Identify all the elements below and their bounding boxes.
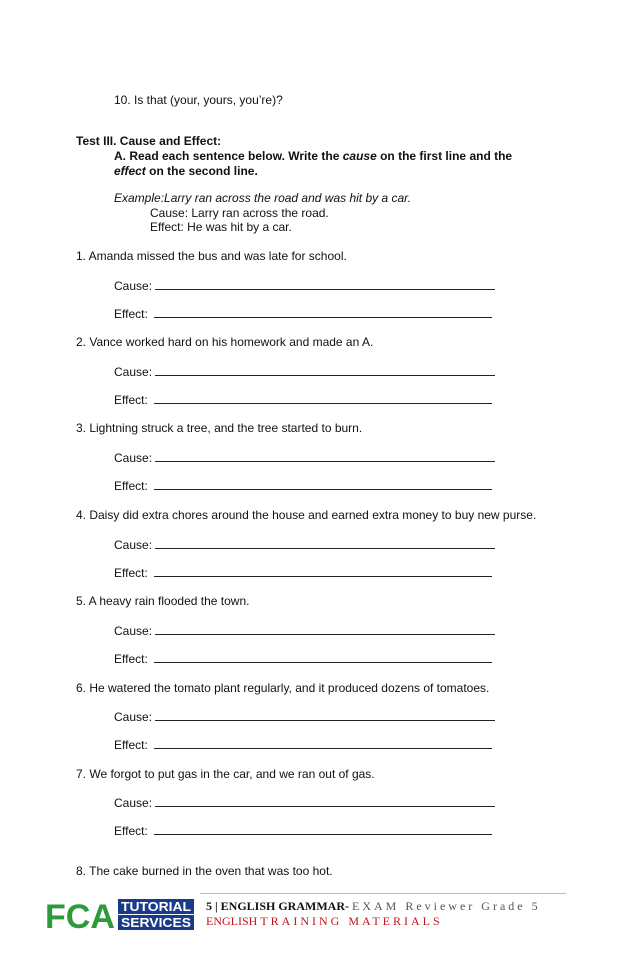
footer-page-title: 5 | ENGLISH GRAMMAR- [206, 899, 352, 913]
cause-label: Cause: [114, 451, 153, 465]
example-effect: Effect: He was hit by a car. [150, 220, 292, 234]
item-5-effect-row [114, 652, 492, 666]
cause-answer-line[interactable] [155, 451, 495, 462]
effect-label: Effect: [114, 307, 148, 321]
effect-answer-line[interactable] [154, 479, 492, 490]
effect-answer-line[interactable] [154, 566, 492, 577]
effect-answer-line[interactable] [154, 824, 492, 835]
logo-line-1: TUTORIAL [121, 899, 192, 914]
test-title: Test III. Cause and Effect: [76, 134, 222, 148]
cause-label: Cause: [114, 710, 153, 724]
footer-training-materials: TRAINING MATERIALS [260, 914, 443, 928]
effect-answer-line[interactable] [154, 652, 492, 663]
effect-answer-line[interactable] [154, 307, 492, 318]
footer-line-2 [206, 914, 541, 929]
item-3-cause-row [114, 451, 495, 465]
item-2: 2. Vance worked hard on his homework and made an A. [76, 335, 374, 349]
item-7: 7. We forgot to put gas in the car, and we ran out of gas. [76, 767, 375, 781]
effect-label: Effect: [114, 824, 148, 838]
item-3-effect-row [114, 479, 492, 493]
item-1-effect-row [114, 307, 492, 321]
cause-label: Cause: [114, 365, 153, 379]
logo-letters: FCA [45, 898, 115, 931]
instruction-cause-word: cause [342, 149, 377, 163]
footer-text [206, 899, 541, 929]
item-5: 5. A heavy rain flooded the town. [76, 594, 250, 608]
footer-divider [200, 893, 566, 894]
question-10: 10. Is that (your, yours, you’re)? [114, 93, 283, 107]
item-7-effect-row [114, 824, 492, 838]
item-2-effect-row [114, 393, 492, 407]
instruction-text-b: on the first line and the [376, 149, 513, 163]
cause-answer-line[interactable] [155, 365, 495, 376]
cause-answer-line[interactable] [155, 538, 495, 549]
item-3: 3. Lightning struck a tree, and the tree started to burn. [76, 421, 363, 435]
cause-answer-line[interactable] [155, 710, 495, 721]
effect-answer-line[interactable] [154, 738, 492, 749]
effect-answer-line[interactable] [154, 393, 492, 404]
item-2-cause-row [114, 365, 495, 379]
effect-label: Effect: [114, 479, 148, 493]
item-8: 8. The cake burned in the oven that was too hot. [76, 864, 333, 878]
instruction-effect-word: effect [114, 164, 146, 178]
instruction-text-a: A. Read each sentence below. Write the [114, 149, 343, 163]
item-6: 6. He watered the tomato plant regularly, and it produced dozens of tomatoes. [76, 681, 490, 695]
effect-label: Effect: [114, 738, 148, 752]
item-6-cause-row [114, 710, 495, 724]
example-label: Example: [114, 191, 165, 205]
example-line [114, 191, 411, 205]
footer-english: ENGLISH [206, 914, 261, 928]
cause-label: Cause: [114, 279, 153, 293]
item-4: 4. Daisy did extra chores around the house and earned extra money to buy new purse. [76, 508, 537, 522]
fca-tutorial-services-logo [43, 897, 195, 931]
cause-label: Cause: [114, 538, 153, 552]
example-cause: Cause: Larry ran across the road. [150, 206, 329, 220]
cause-label: Cause: [114, 796, 153, 810]
item-4-effect-row [114, 566, 492, 580]
cause-answer-line[interactable] [155, 624, 495, 635]
item-4-cause-row [114, 538, 495, 552]
item-6-effect-row [114, 738, 492, 752]
instruction-line-1 [114, 149, 512, 163]
footer-subtitle: EXAM Reviewer Grade 5 [351, 899, 541, 913]
footer-line-1 [206, 899, 541, 914]
cause-label: Cause: [114, 624, 153, 638]
instruction-line-2 [114, 164, 258, 178]
item-1-cause-row [114, 279, 495, 293]
effect-label: Effect: [114, 393, 148, 407]
instruction-text-c: on the second line. [145, 164, 258, 178]
item-7-cause-row [114, 796, 495, 810]
example-text: Larry ran across the road and was hit by a car. [164, 191, 412, 205]
effect-label: Effect: [114, 652, 148, 666]
item-1: 1. Amanda missed the bus and was late for school. [76, 249, 347, 263]
effect-label: Effect: [114, 566, 148, 580]
logo-line-2: SERVICES [121, 915, 192, 930]
cause-answer-line[interactable] [155, 796, 495, 807]
item-5-cause-row [114, 624, 495, 638]
cause-answer-line[interactable] [155, 279, 495, 290]
